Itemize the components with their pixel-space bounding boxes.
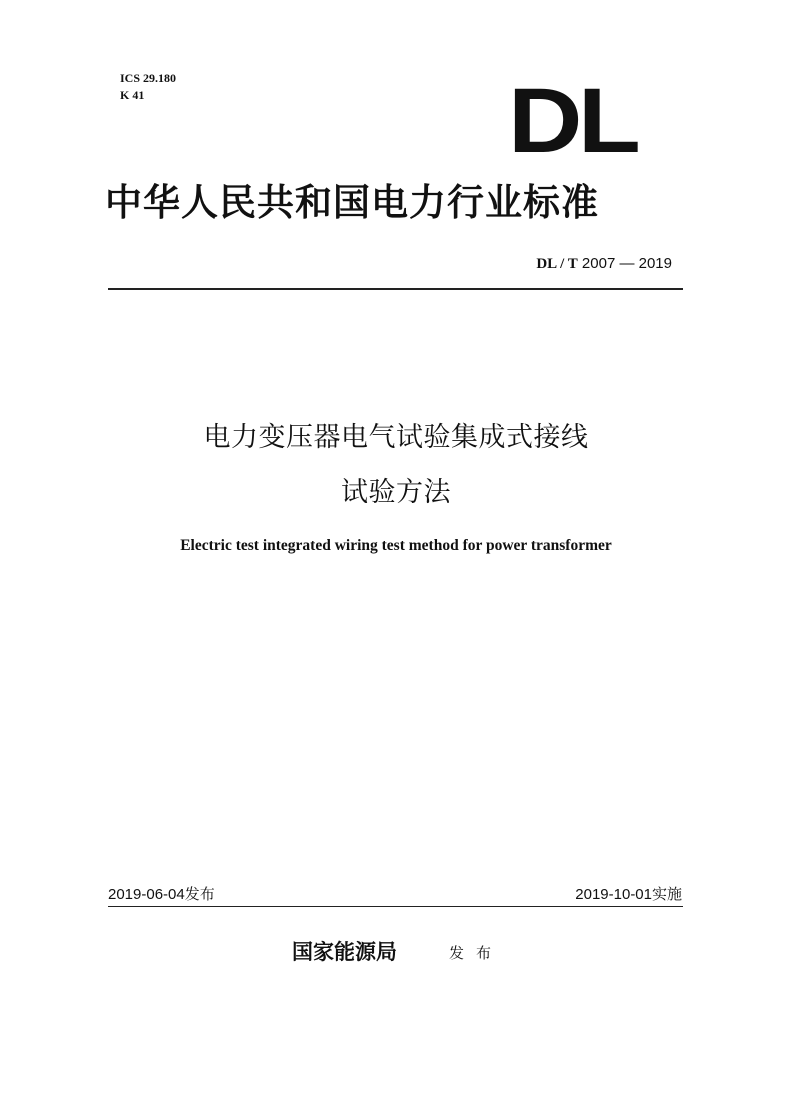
ics-code: ICS 29.180 xyxy=(120,71,177,85)
implement-date: 2019-10-01实施 xyxy=(575,886,682,903)
standard-number-value: 2007 — 2019 xyxy=(577,255,672,272)
publisher-name: 国家能源局 xyxy=(292,939,397,964)
standard-number xyxy=(536,254,672,274)
title-chinese-line-2: 试验方法 xyxy=(341,477,451,508)
footer-divider xyxy=(108,906,683,907)
publish-action-label: 发布 xyxy=(449,944,504,962)
title-chinese-line-1: 电力变压器电气试验集成式接线 xyxy=(203,422,589,453)
publish-date: 2019-06-04发布 xyxy=(108,886,215,903)
standard-category-title: 中华人民共和国电力行业标准 xyxy=(105,180,599,224)
header-divider xyxy=(108,288,683,290)
classification-codes xyxy=(120,70,176,104)
standard-number-prefix: DL / T xyxy=(536,256,578,272)
title-english: Electric test integrated wiring test method for power transformer xyxy=(180,537,612,554)
ccs-code: K 41 xyxy=(120,88,145,102)
dl-logo: DL xyxy=(508,70,637,172)
